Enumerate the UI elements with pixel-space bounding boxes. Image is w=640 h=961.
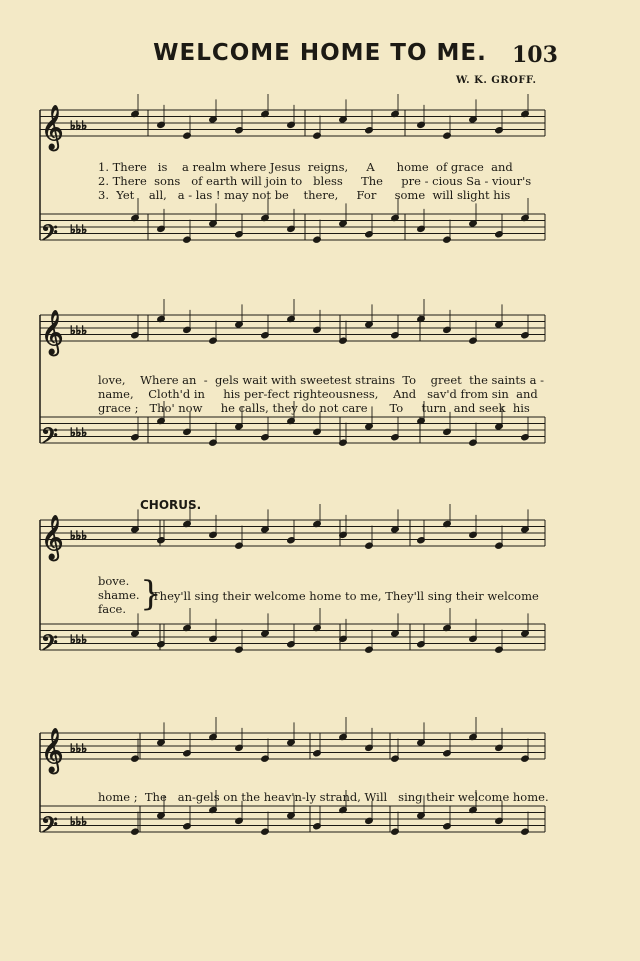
clef-symbol: ♭♭♭ <box>70 323 87 338</box>
clef-symbol: ♭♭♭ <box>70 528 87 543</box>
verse-2-line-1: 2. There sons of earth will join to bless The pre - cious Sa - viour's <box>98 174 532 188</box>
hymn-title: WELCOME HOME TO ME. <box>153 40 487 66</box>
clef-symbol: ♭♭♭ <box>70 632 87 647</box>
clef-symbol: ♭♭♭ <box>70 814 87 829</box>
clef-symbol: ♭♭♭ <box>70 118 87 133</box>
clef-symbol: 𝄢 <box>41 813 58 843</box>
chorus-lyric-2: home ; The an-gels on the heav'n-ly strand, Will sing their welcome home. <box>98 790 549 804</box>
clef-symbol: ♭♭♭ <box>70 741 87 756</box>
verse-3-ending: face. <box>98 602 127 616</box>
verse-brace: } <box>140 574 162 614</box>
clef-symbol: 𝄞 <box>41 728 64 772</box>
clef-symbol: 𝄢 <box>41 221 58 251</box>
page-number: 103 <box>512 42 558 68</box>
clef-symbol: 𝄞 <box>41 105 64 149</box>
clef-symbol: 𝄢 <box>41 424 58 454</box>
clef-symbol: ♭♭♭ <box>70 222 87 237</box>
verse-1-line-1: 1. There is a realm where Jesus reigns, A home of grace and <box>98 160 513 174</box>
verse-2-line-2: name, Cloth'd in his per-fect righteousness, And sav'd from sin and <box>98 387 538 401</box>
verse-1-ending: bove. <box>98 574 130 588</box>
chorus-lyric-1: They'll sing their welcome home to me, They'll sing their welcome <box>152 589 539 603</box>
verse-3-line-1: 3. Yet all, a - las ! may not be there, For some will slight his <box>98 188 511 202</box>
verse-2-ending: shame. <box>98 588 140 602</box>
clef-symbol: ♭♭♭ <box>70 425 87 440</box>
clef-symbol: 𝄢 <box>41 631 58 661</box>
chorus-label: CHORUS. <box>140 498 202 512</box>
verse-1-line-2: love, Where an - gels wait with sweetest strains To greet the saints a - <box>98 373 544 387</box>
verse-3-line-2: grace ; Tho' now he calls, they do not care To turn and seek his <box>98 401 530 415</box>
clef-symbol: 𝄞 <box>41 515 64 559</box>
composer-credit: W. K. GROFF. <box>456 75 537 86</box>
clef-symbol: 𝄞 <box>41 310 64 354</box>
